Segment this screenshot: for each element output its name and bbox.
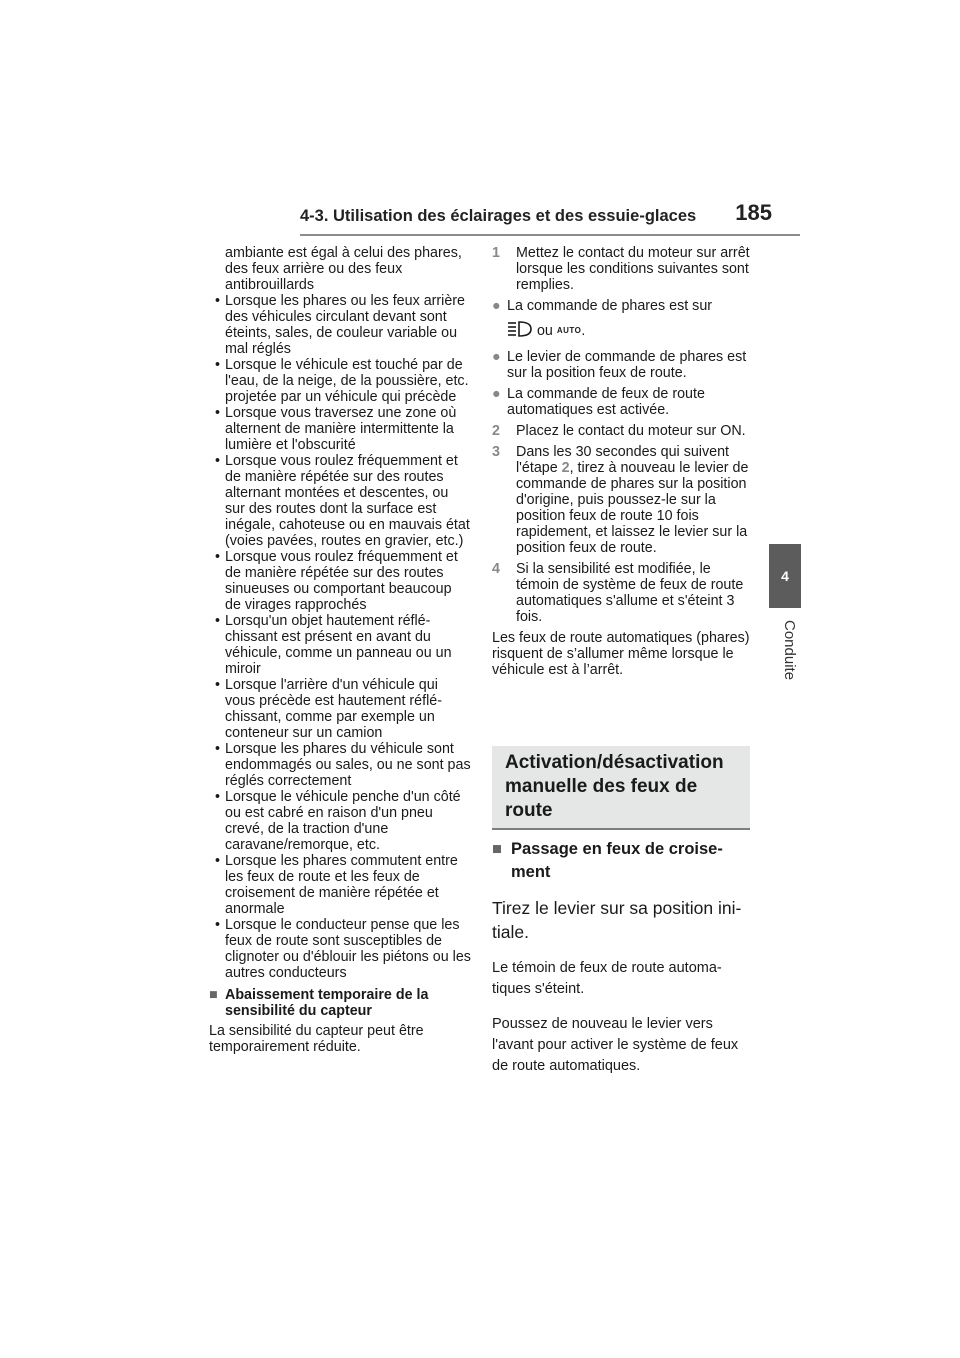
step-2: 2 Placez le contact du moteur sur ON.	[492, 423, 746, 439]
list-item: • Lorsque les phares ou les feux arrière des véhicules circulant devant sont éteints, sales, de couleur variable ou mal réglés	[215, 293, 466, 357]
section-title: 4-3. Utilisation des éclairages et des essuie-glaces	[300, 207, 697, 225]
step-3: 3 Dans les 30 secondes qui suivent l'étape 2, tirez à nouveau le levier de commande de phares sur la position d'origine, puis poussez-le sur la position feux de route 10 fois rapidement, et laissez le levier sur la position feux de route.	[492, 444, 749, 556]
note-paragraph: Les feux de route automatiques (phares) risquent de s’allumer même lorsque le véhicule est à l’arrêt.	[492, 630, 750, 678]
manual-section	[492, 838, 754, 1077]
condition-item: ● La commande de phares est sur ou AUTO.	[492, 298, 754, 344]
right-column	[492, 245, 754, 678]
subheading: ■ Passage en feux de croisement	[492, 840, 723, 881]
list-item: • Lorsque le véhicule est touché par de l'eau, de la neige, de la poussière, etc. projetée par un véhicule qui précède	[215, 357, 469, 405]
section-heading: Activation/désactivation manuelle des feux de route	[505, 752, 724, 821]
left-column	[209, 245, 471, 1055]
list-item: • Lorsqu'un objet hautement réfléchissant est présent en avant du véhicule, comme un panneau ou un miroir	[215, 613, 452, 677]
headlight-icon	[507, 320, 533, 342]
result-text: Le témoin de feux de route automatiques s'éteint.	[492, 960, 722, 997]
square-bullet-icon: ■	[209, 987, 218, 1003]
continuation-text: ambiante est égal à celui des phares, des feux arrière ou des feux antibrouillards	[225, 245, 462, 293]
chapter-tab: 4	[769, 544, 801, 608]
step-1: 1 Mettez le contact du moteur sur arrêt lorsque les conditions suivantes sont remplies.	[492, 245, 750, 293]
auto-icon: AUTO	[556, 326, 582, 335]
page-number: 185	[735, 200, 772, 225]
condition-item: ● La commande de feux de route automatiques est activée.	[492, 386, 705, 418]
section-heading-box	[492, 746, 750, 830]
header-rule	[300, 234, 800, 236]
dot-bullet-icon: ●	[492, 386, 501, 402]
condition-item: ● Le levier de commande de phares est sur la position feux de route.	[492, 349, 747, 381]
page-header	[300, 200, 800, 236]
list-item: • Lorsque les phares du véhicule sont endommagés ou sales, ou ne sont pas réglés correctement	[215, 741, 471, 789]
dot-bullet-icon: ●	[492, 298, 501, 314]
list-item: • Lorsque vous roulez fréquemment et de manière répétée sur des routes sinueuses ou comportant beaucoup de virages rapprochés	[215, 549, 458, 613]
step-4: 4 Si la sensibilité est modifiée, le témoin de système de feux de route automatiques s'allume et s'éteint 3 fois.	[492, 561, 744, 625]
paragraph: La sensibilité du capteur peut être temporairement réduite.	[209, 1023, 424, 1055]
list-item: • Lorsque vous traversez une zone où alternent de manière intermittente la lumière et l'obscurité	[215, 405, 457, 453]
subheading: ■ Abaissement temporaire de la sensibilité du capteur	[209, 987, 429, 1019]
result-text: Poussez de nouveau le levier vers l'avant pour activer le système de feux de route automatiques.	[492, 1016, 739, 1074]
list-item: • Lorsque vous roulez fréquemment et de manière répétée sur des routes alternant montées et descentes, ou sur des routes dont la surface est inégale, cahoteuse ou en mauvais état (voies pavées, routes en gravier, etc.)	[215, 453, 470, 549]
list-item: • Lorsque les phares commutent entre les feux de route et les feux de croisement de manière répétée et anormale	[215, 853, 458, 917]
instruction-text: Tirez le levier sur sa position initiale.	[492, 898, 742, 942]
chapter-label: Conduite	[781, 620, 798, 681]
dot-bullet-icon: ●	[492, 349, 501, 365]
square-bullet-icon: ■	[492, 840, 502, 858]
list-item: • Lorsque le véhicule penche d'un côté ou est cabré en raison d'un pneu crevé, de la traction d'une caravane/remorque, etc.	[215, 789, 461, 853]
list-item: • Lorsque le conducteur pense que les feux de route sont susceptibles de clignoter ou d'éblouir les piétons ou les autres conducteurs	[215, 917, 471, 981]
list-item: • Lorsque l'arrière d'un véhicule qui vous précède est hautement réfléchissant, comme par exemple un conteneur sur un camion	[215, 677, 442, 741]
